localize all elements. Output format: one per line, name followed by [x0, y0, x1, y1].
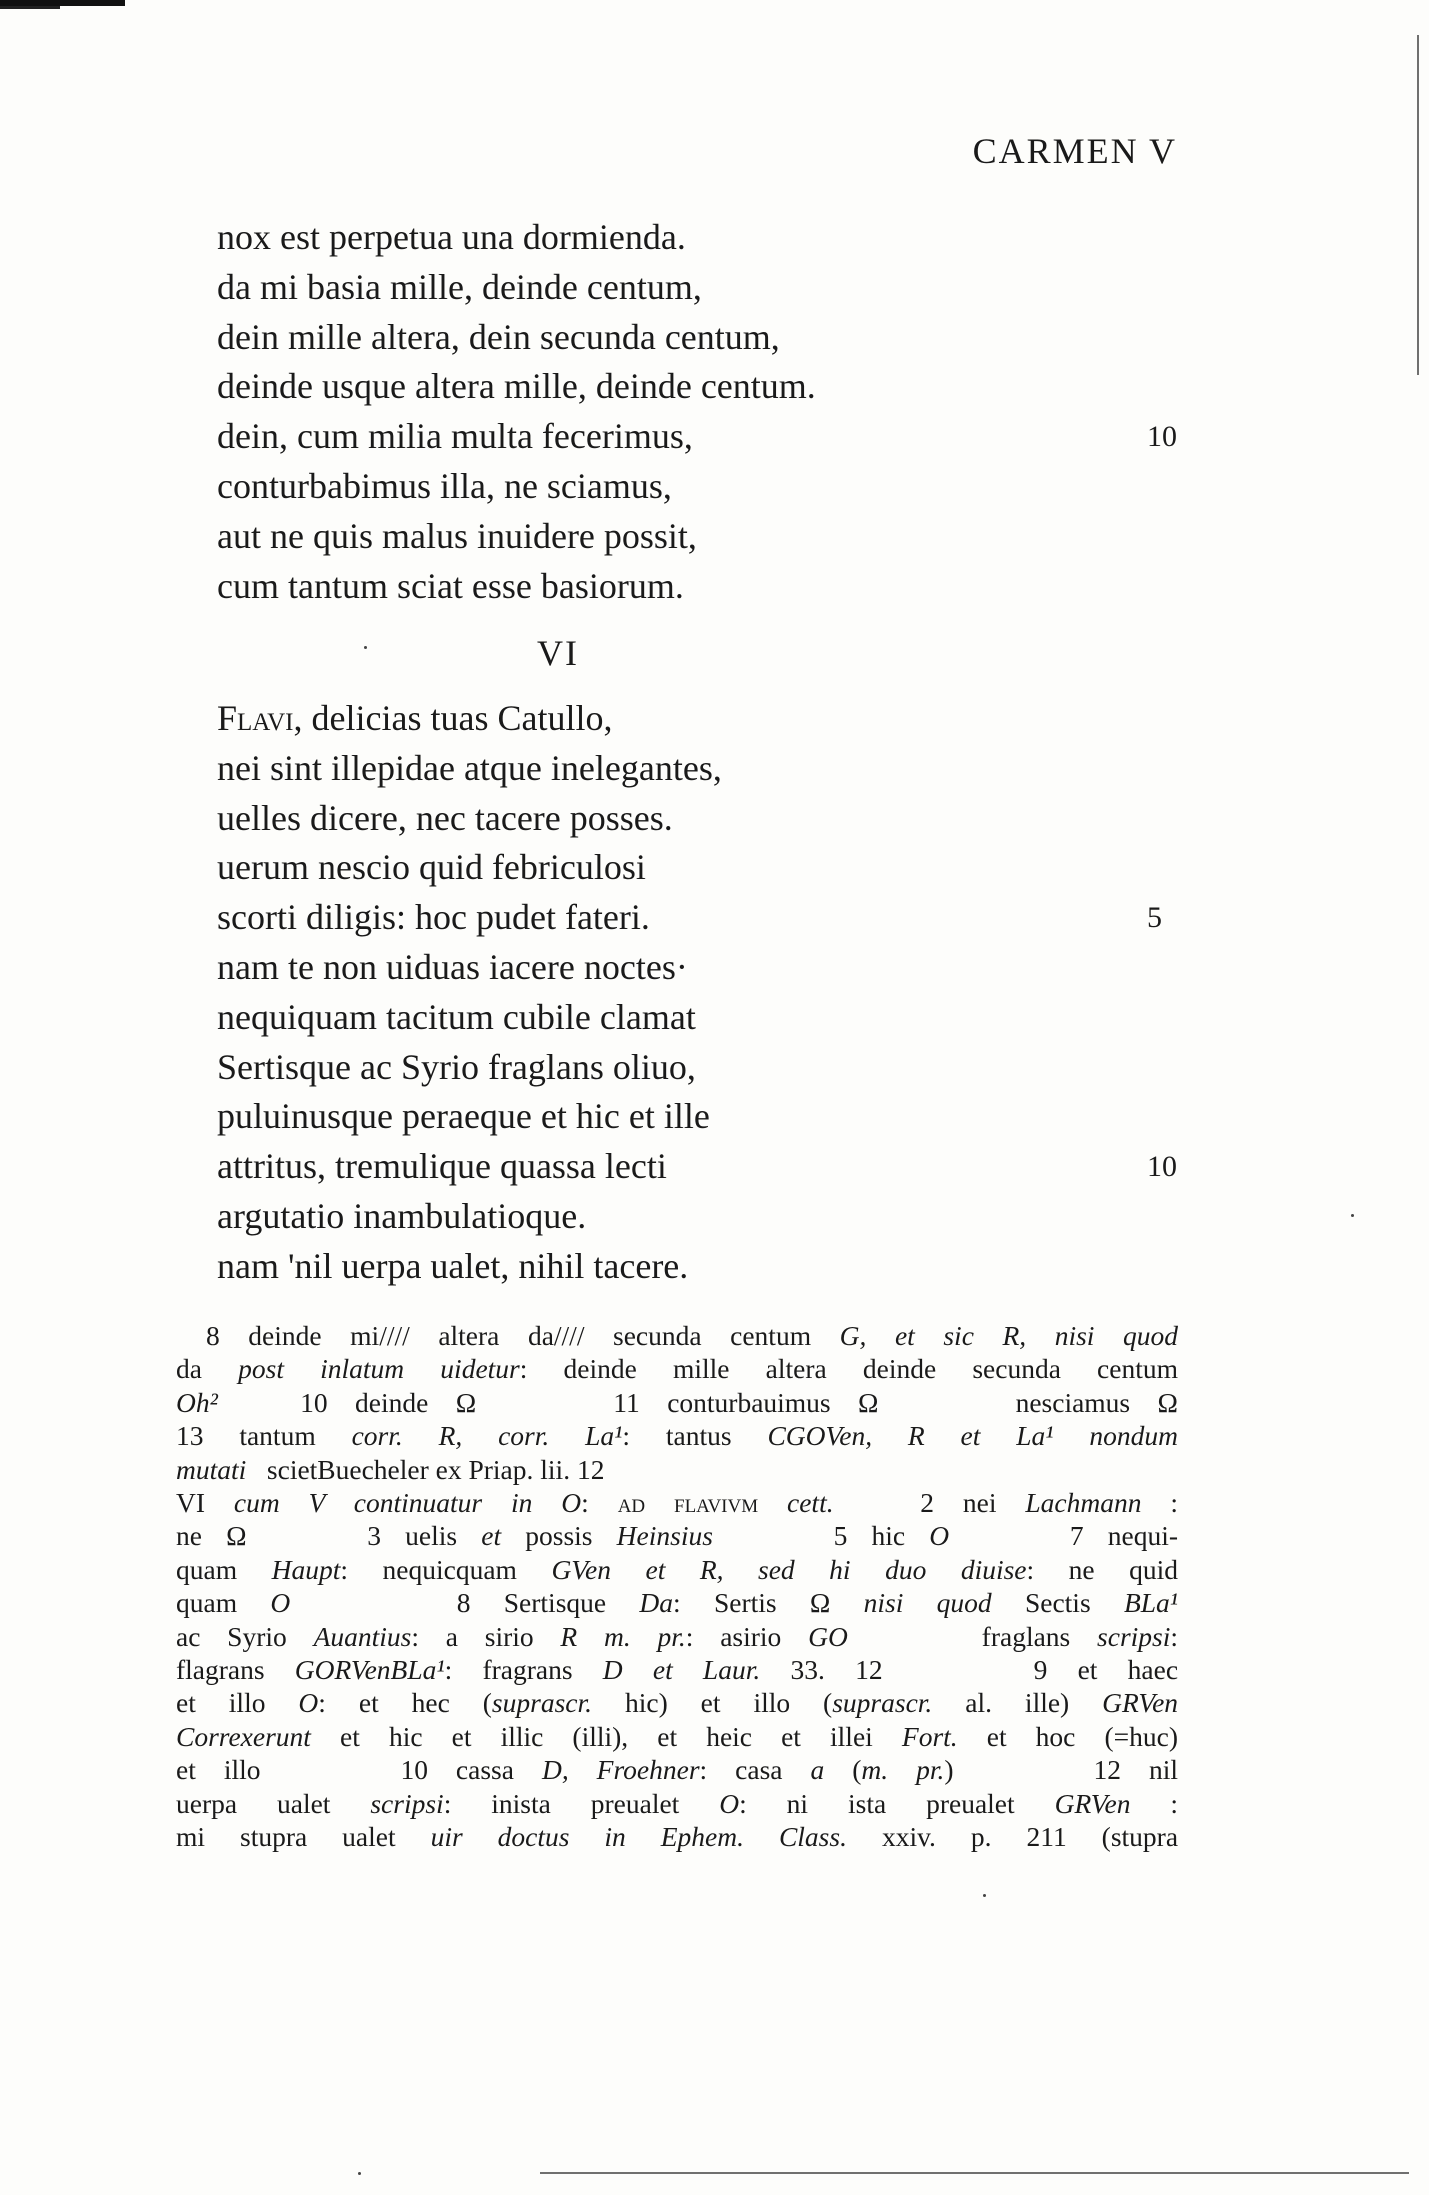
note-text: 5 hic	[712, 1520, 906, 1552]
verse-text: dein, cum milia multa fecerimus,	[217, 416, 693, 457]
line-number: 10	[1147, 420, 1177, 454]
note-text: da	[176, 1353, 202, 1385]
verse-text: attritus, tremulique quassa lecti	[217, 1146, 667, 1187]
note-italic: Correxerunt	[176, 1720, 311, 1752]
note-text: ne Ω 3 uelis	[176, 1520, 458, 1552]
verse-line	[217, 1092, 1177, 1142]
note-italic: G, et sic R, nisi quod	[839, 1320, 1178, 1351]
note-text: et hic et illic (illi), et heic et illei	[340, 1720, 873, 1752]
note-italic: GO	[808, 1620, 848, 1652]
speck	[358, 2172, 361, 2175]
scan-edge-bottom	[540, 2172, 1409, 2174]
verse-line	[217, 744, 1177, 794]
note-italic: R m. pr.	[560, 1620, 686, 1652]
note-text: 8 Sertisque	[290, 1587, 607, 1619]
note-text: : ni ista preualet	[739, 1787, 1015, 1819]
note-italic: O	[719, 1787, 740, 1819]
verse-text: , delicias tuas Catullo,	[293, 698, 613, 738]
verse-text: scorti diligis: hoc pudet fateri.	[217, 897, 650, 938]
note-text: xxiv. p. 211 (stupra	[881, 1821, 1179, 1853]
note-italic: CGOVen, R et La¹ nondum	[767, 1420, 1178, 1452]
note-line	[176, 1720, 1178, 1753]
note-line	[176, 1319, 1178, 1352]
note-italic: D et Laur.	[602, 1654, 761, 1686]
note-line	[176, 1453, 1178, 1486]
verse-text: cum tantum sciat esse basiorum.	[217, 565, 684, 606]
note-italic: suprascr.	[491, 1687, 593, 1719]
verse-line	[217, 313, 1177, 363]
note-text: : deinde mille altera deinde secunda centum	[519, 1353, 1178, 1385]
verse-text: nox est perpetua una dormienda.	[217, 217, 686, 257]
note-text: : a sirio	[411, 1620, 534, 1652]
speck	[1351, 1214, 1354, 1217]
note-text: hic) et illo (	[624, 1687, 833, 1719]
verse-line	[217, 512, 1177, 562]
note-text: : casa	[699, 1754, 783, 1786]
verse-line	[217, 794, 1177, 844]
note-text: 7 nequi-	[949, 1520, 1179, 1552]
speck	[983, 1894, 986, 1897]
note-text: 33. 12 9 et haec	[790, 1654, 1179, 1686]
verse-line	[217, 943, 1177, 993]
note-text: :	[581, 1487, 589, 1518]
verse-text: deinde usque altera mille, deinde centum.	[217, 366, 816, 407]
note-line	[176, 1519, 1178, 1552]
note-italic: corr. R, corr. La¹	[351, 1420, 623, 1452]
note-text: (	[852, 1754, 862, 1786]
note-italic: cum V continuatur in O	[233, 1487, 582, 1518]
note-italic: nisi quod	[863, 1587, 992, 1619]
note-text: : inista preualet	[443, 1787, 680, 1819]
verse-line	[217, 263, 1177, 313]
note-italic: GRVen	[1054, 1787, 1131, 1819]
line-number: 10	[1147, 1150, 1177, 1184]
verse-line	[217, 213, 1177, 263]
speck	[364, 646, 367, 649]
note-smallcaps: ad flavivm	[617, 1487, 759, 1518]
verse-text: nam te non uiduas iacere noctes·	[217, 946, 688, 987]
verse-text: da mi basia mille, deinde centum,	[217, 266, 702, 307]
note-text: :	[1170, 1787, 1179, 1819]
note-text: : Sertis Ω	[673, 1587, 831, 1619]
note-text: al. ille)	[965, 1687, 1070, 1719]
verse-text: nam 'nil uerpa ualet, nihil tacere.	[217, 1245, 689, 1286]
note-text: ac Syrio	[176, 1620, 287, 1652]
carmen-vi	[217, 694, 1177, 1292]
scan-edge-right	[1417, 35, 1419, 375]
note-line	[176, 1386, 1178, 1419]
note-text: possis	[525, 1520, 593, 1552]
note-text: et illo	[176, 1687, 266, 1719]
note-italic: O	[298, 1687, 319, 1719]
note-text: : ne quid	[1026, 1553, 1179, 1585]
note-italic: Fort.	[901, 1720, 958, 1752]
verse-line	[217, 412, 1177, 462]
verse-text: Sertisque ac Syrio fraglans oliuo,	[217, 1046, 696, 1087]
note-italic: et	[481, 1520, 502, 1552]
note-italic: post inlatum uidetur	[238, 1353, 520, 1385]
note-text: quam	[176, 1587, 238, 1619]
note-line	[176, 1820, 1178, 1853]
note-line	[176, 1586, 1178, 1619]
scan-edge-mark	[0, 0, 125, 6]
note-line	[176, 1486, 1178, 1519]
note-text: VI	[176, 1487, 206, 1518]
note-italic: Heinsius	[616, 1520, 713, 1552]
note-italic: uir doctus in Ephem. Class.	[430, 1821, 847, 1853]
verse-line	[217, 843, 1177, 893]
note-italic: cett.	[787, 1487, 834, 1518]
note-line	[176, 1787, 1178, 1820]
note-text: et hoc (=huc)	[986, 1720, 1179, 1752]
verse-line	[217, 462, 1177, 512]
note-line	[176, 1352, 1178, 1385]
note-text: 10 deinde Ω 11 conturbauimus Ω nesciamus Ω	[217, 1386, 1178, 1418]
note-text: 13 tantum	[176, 1420, 316, 1452]
note-text: 8 deinde mi//// altera da//// secunda centum	[206, 1320, 812, 1351]
note-italic: Auantius	[313, 1620, 412, 1652]
note-italic: m. pr.	[861, 1754, 945, 1786]
note-italic: O	[270, 1587, 291, 1619]
note-italic: Oh²	[176, 1386, 218, 1418]
verse-text: nei sint illepidae atque inelegantes,	[217, 747, 722, 788]
verse-text: argutatio inambulatioque.	[217, 1195, 587, 1236]
note-text: : asirio	[685, 1620, 782, 1652]
note-italic: suprascr.	[832, 1687, 933, 1719]
note-italic: GORVenBLa¹	[294, 1654, 445, 1686]
note-text: : nequicquam	[340, 1553, 517, 1585]
verse-line	[217, 694, 1177, 744]
verse-text: uelles dicere, nec tacere posses.	[217, 797, 673, 838]
note-text: flagrans	[176, 1654, 265, 1686]
verse-line	[217, 1192, 1177, 1242]
note-text: : et hec (	[318, 1687, 492, 1719]
note-text: et illo 10 cassa	[176, 1754, 514, 1786]
verse-text: aut ne quis malus inuidere possit,	[217, 515, 697, 556]
note-italic: Da	[639, 1587, 674, 1619]
verse-text: dein mille altera, dein secunda centum,	[217, 316, 780, 357]
verse-line	[217, 562, 1177, 612]
verse-line	[217, 1043, 1177, 1093]
note-text: :	[1170, 1620, 1179, 1652]
note-text: uerpa ualet	[176, 1787, 331, 1819]
note-italic: BLa¹	[1123, 1587, 1179, 1619]
note-line	[176, 1686, 1178, 1719]
poem-title: VI	[537, 633, 579, 673]
note-italic: Haupt	[271, 1553, 341, 1585]
note-italic: a	[810, 1754, 825, 1786]
note-line	[176, 1653, 1178, 1686]
verse-text: nequiquam tacitum cubile clamat	[217, 996, 696, 1037]
note-italic: GVen et R, sed hi duo diuise	[551, 1553, 1027, 1585]
note-text: : tantus	[622, 1420, 732, 1452]
verse-line	[217, 1242, 1177, 1292]
note-line	[176, 1753, 1178, 1786]
running-head: CARMEN V	[972, 131, 1177, 171]
note-italic: D, Froehner	[541, 1754, 700, 1786]
verse-text: uerum nescio quid febriculosi	[217, 847, 646, 888]
note-italic: mutati	[176, 1453, 247, 1485]
note-text: quam	[176, 1553, 238, 1585]
verse-line	[217, 993, 1177, 1043]
verse-initial-word: Flavi	[217, 698, 294, 738]
note-italic: O	[929, 1520, 950, 1552]
apparatus-carmen-v	[176, 1319, 1178, 1486]
verse-line	[217, 362, 1177, 412]
line-number: 5	[1147, 901, 1162, 935]
note-text: scietBuecheler ex Priap. lii. 12	[246, 1453, 605, 1485]
note-text: ) 12 nil	[944, 1754, 1179, 1786]
note-text: 2 nei	[833, 1487, 997, 1518]
carmen-v-ending	[217, 213, 1177, 611]
note-line	[176, 1553, 1178, 1586]
note-italic: GRVen	[1102, 1687, 1179, 1719]
verse-text: puluinusque peraeque et hic et ille	[217, 1096, 710, 1137]
note-text: mi stupra ualet	[176, 1821, 396, 1853]
verse-text: conturbabimus illa, ne sciamus,	[217, 465, 672, 506]
note-italic: Lachmann	[1025, 1487, 1142, 1518]
note-text: Sectis	[1024, 1587, 1091, 1619]
note-text: : fragrans	[444, 1654, 573, 1686]
verse-line	[217, 893, 1177, 943]
apparatus-carmen-vi	[176, 1486, 1178, 1853]
verse-line	[217, 1142, 1177, 1192]
note-italic: scripsi	[370, 1787, 444, 1819]
note-italic: scripsi	[1097, 1620, 1171, 1652]
note-text: :	[1170, 1487, 1179, 1518]
note-line	[176, 1419, 1178, 1452]
note-text: fraglans	[847, 1620, 1071, 1652]
note-line	[176, 1620, 1178, 1653]
